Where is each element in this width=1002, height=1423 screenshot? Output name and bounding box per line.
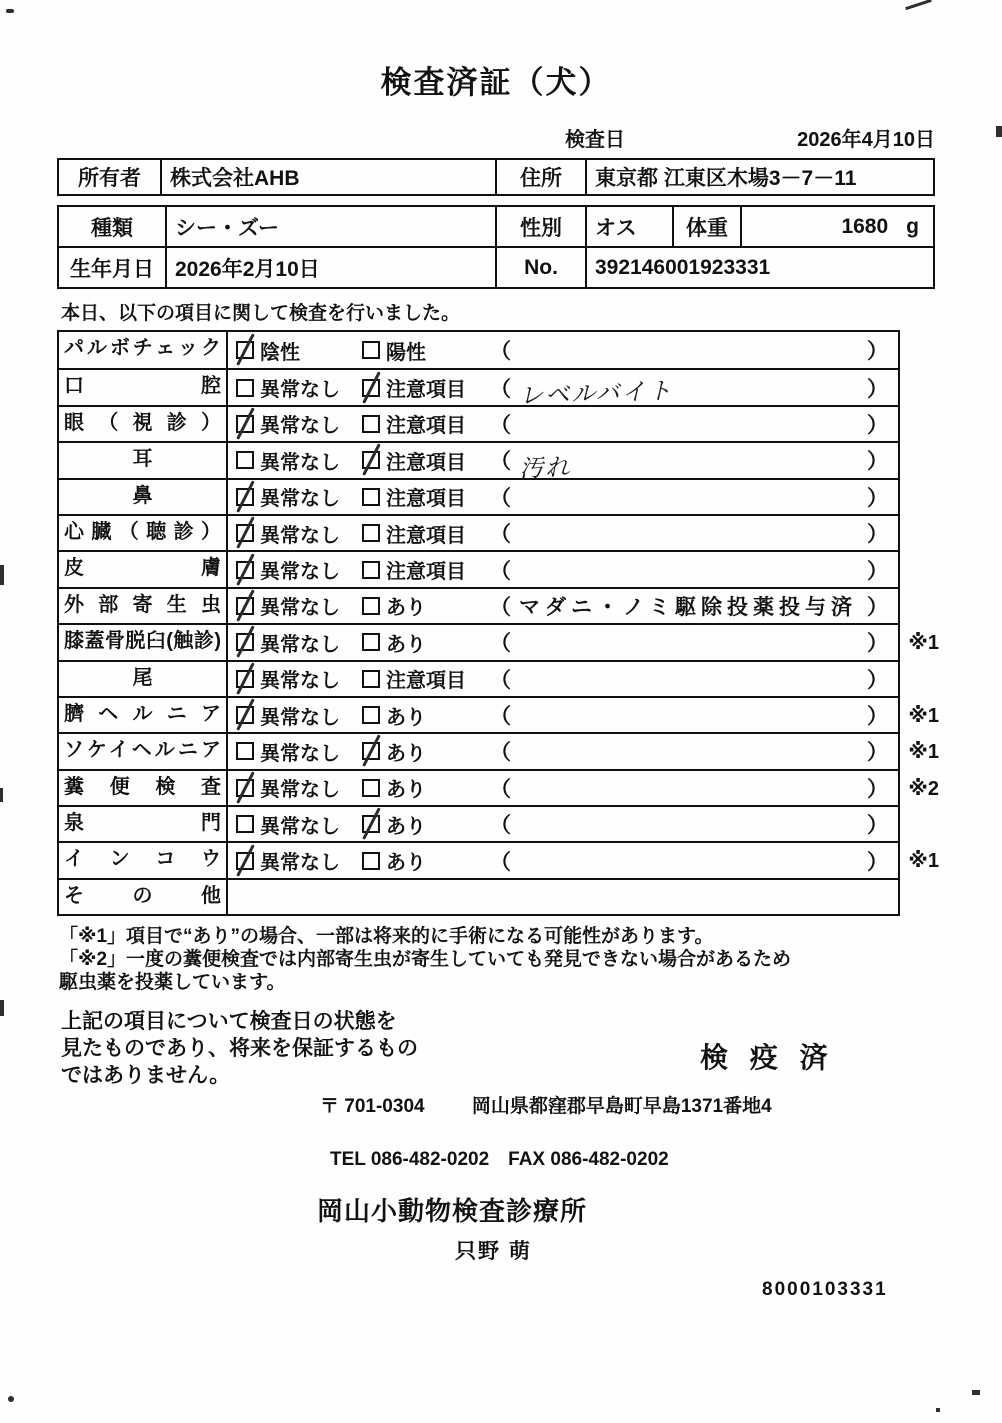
checklist-row: [59, 441, 898, 483]
checked-checkbox[interactable]: [236, 488, 254, 506]
disclaimer-line-3: ではありません。: [61, 1064, 231, 1088]
checkbox-label: 異常なし: [260, 706, 340, 729]
empty-checkbox[interactable]: [362, 341, 380, 359]
checklist-row: [59, 587, 898, 623]
checkbox-label: あり: [386, 597, 426, 620]
scan-artifact: [996, 126, 1002, 137]
note-field: [490, 700, 898, 730]
weight-label: 体重: [673, 206, 741, 247]
open-paren: （: [490, 377, 511, 401]
scan-artifact: [8, 1396, 14, 1402]
checkbox-option[interactable]: [228, 773, 360, 802]
empty-checkbox[interactable]: [236, 742, 254, 760]
close-paren: ）: [867, 668, 888, 692]
close-paren: ）: [867, 413, 888, 437]
checkbox-label: 異常なし: [260, 670, 340, 693]
row-body: [228, 589, 898, 623]
checkbox-option[interactable]: [360, 846, 490, 875]
checkbox-label: 異常なし: [260, 379, 340, 402]
checked-checkbox[interactable]: [236, 779, 254, 797]
checkbox-label: 異常なし: [260, 815, 340, 838]
birth-label: 生年月日: [58, 247, 166, 288]
checked-checkbox[interactable]: [236, 852, 254, 870]
close-paren: ）: [867, 450, 888, 474]
scan-artifact: [6, 9, 14, 13]
empty-checkbox[interactable]: [362, 779, 380, 797]
checkbox-label: あり: [386, 742, 426, 765]
address-label: 住所: [496, 159, 586, 195]
checked-checkbox[interactable]: [362, 379, 380, 397]
checked-checkbox[interactable]: [236, 633, 254, 651]
row-body: [228, 407, 898, 441]
close-paren: ）: [867, 595, 888, 619]
checkbox-label: 異常なし: [260, 561, 340, 584]
handwritten-note: レベルバイト: [518, 377, 674, 411]
owner-row: [58, 159, 934, 195]
checkbox-option[interactable]: [360, 409, 490, 438]
scan-artifact: [972, 1390, 980, 1395]
open-paren: （: [490, 705, 511, 729]
checked-checkbox[interactable]: [236, 524, 254, 542]
empty-checkbox[interactable]: [362, 706, 380, 724]
row-body: [228, 843, 898, 877]
serial-number: 8000103331: [762, 1279, 888, 1301]
close-paren: ）: [867, 814, 888, 838]
checkbox-label: 異常なし: [260, 597, 340, 620]
note-field: [490, 809, 898, 839]
row-body: [228, 880, 898, 914]
close-paren: ）: [867, 340, 888, 364]
checklist-row: [59, 878, 898, 914]
birth-row: [58, 247, 934, 288]
checklist-row: [59, 514, 898, 550]
checkbox-option[interactable]: [228, 336, 360, 365]
tel-fax-line: TEL 086-482-0202 FAX 086-482-0202: [330, 1149, 669, 1171]
empty-checkbox[interactable]: [362, 852, 380, 870]
item-label: 口腔: [59, 370, 228, 404]
checked-checkbox[interactable]: [362, 815, 380, 833]
checkbox-option[interactable]: [360, 591, 490, 620]
address-value: 東京都 江東区木場3－7－11: [586, 159, 934, 195]
checkbox-option[interactable]: [228, 737, 360, 766]
row-body: [228, 662, 898, 696]
empty-checkbox[interactable]: [236, 815, 254, 833]
open-paren: （: [490, 632, 511, 656]
item-label: ソケイヘルニア: [59, 734, 228, 768]
closing-section: [57, 1008, 935, 1089]
checkbox-label: 異常なし: [260, 488, 340, 511]
open-paren: （: [490, 413, 511, 437]
row-body: [228, 734, 898, 768]
empty-checkbox[interactable]: [362, 633, 380, 651]
checkbox-label: あり: [386, 706, 426, 729]
checkbox-option[interactable]: [360, 555, 490, 584]
weight-unit: g: [906, 214, 919, 238]
checkbox-label: 陽性: [386, 341, 426, 364]
checkbox-label: 異常なし: [260, 451, 340, 474]
checkbox-option[interactable]: [228, 846, 360, 875]
scan-artifact: [936, 1408, 940, 1412]
breed-label: 種類: [58, 206, 166, 247]
breed-row: [58, 206, 934, 247]
close-paren: ）: [867, 705, 888, 729]
checkbox-option[interactable]: [360, 446, 490, 475]
inspection-date-label: 検査日: [565, 128, 625, 151]
note-field: [490, 518, 898, 548]
checklist-row: [59, 623, 939, 659]
checked-checkbox[interactable]: [236, 597, 254, 615]
owner-table: [57, 158, 935, 196]
checkbox-option[interactable]: [228, 446, 360, 475]
number-value: 392146001923331: [586, 247, 934, 288]
footnote-mark: ※1: [908, 741, 939, 764]
close-paren: ）: [867, 850, 888, 874]
checkbox-option[interactable]: [360, 664, 490, 693]
checkbox-option[interactable]: [228, 701, 360, 730]
checkbox-label: あり: [386, 852, 426, 875]
checklist-row: [59, 550, 898, 586]
open-paren: （: [490, 450, 511, 474]
empty-checkbox[interactable]: [362, 561, 380, 579]
postal-address-line: [320, 1091, 935, 1118]
close-paren: ）: [867, 559, 888, 583]
checkbox-option[interactable]: [360, 628, 490, 657]
checkbox-label: 注意項目: [386, 524, 466, 547]
item-label: 心臓（聴診）: [59, 516, 228, 550]
checklist-row: [59, 696, 939, 732]
checkbox-label: あり: [386, 779, 426, 802]
checkbox-label: 異常なし: [260, 524, 340, 547]
open-paren: （: [490, 741, 511, 765]
checkbox-option[interactable]: [360, 810, 490, 839]
checkbox-label: あり: [386, 633, 426, 656]
empty-checkbox[interactable]: [362, 670, 380, 688]
note-field: [490, 370, 898, 411]
intro-text: 本日、以下の項目に関して検査を行いました。: [61, 303, 461, 324]
empty-checkbox[interactable]: [236, 379, 254, 397]
checkbox-label: 異常なし: [260, 852, 340, 875]
empty-checkbox[interactable]: [362, 524, 380, 542]
footnote-mark: ※2: [908, 777, 939, 800]
close-paren: ）: [867, 777, 888, 801]
checked-checkbox[interactable]: [236, 670, 254, 688]
item-label: 外部寄生虫: [59, 589, 228, 623]
checklist-row: [59, 841, 939, 877]
birth-value: 2026年2月10日: [166, 247, 496, 288]
open-paren: （: [490, 668, 511, 692]
checklist-row: [59, 405, 898, 441]
row-body: [228, 625, 898, 659]
open-paren: （: [490, 814, 511, 838]
empty-checkbox[interactable]: [362, 597, 380, 615]
empty-checkbox[interactable]: [362, 415, 380, 433]
item-label: 尾: [59, 662, 228, 696]
item-label: 膝蓋骨脱臼(触診): [59, 625, 228, 659]
checkbox-option[interactable]: [228, 555, 360, 584]
number-label: No.: [496, 247, 586, 288]
clinic-name: 岡山小動物検査診療所: [317, 1196, 588, 1227]
note-text: マダニ・ノミ駆除投薬投与済: [519, 595, 857, 619]
note-field: [490, 443, 898, 483]
weight-value: 1680: [841, 214, 889, 238]
checkbox-option[interactable]: [228, 519, 360, 548]
checkbox-label: 陰性: [260, 341, 300, 364]
disclaimer-line-1: 上記の項目について検査日の状態を: [61, 1010, 397, 1034]
checkbox-option[interactable]: [360, 373, 490, 402]
checkbox-label: 注意項目: [386, 561, 466, 584]
open-paren: （: [490, 559, 511, 583]
postal-code: 〒 701-0304: [320, 1096, 425, 1118]
sex-label: 性別: [496, 206, 586, 247]
page-title: 検査済証（犬）: [380, 65, 612, 100]
veterinarian-name: 只野 萌: [455, 1240, 532, 1264]
item-label: 糞便検査: [59, 771, 228, 805]
item-label: パルボチェック: [59, 332, 228, 368]
checkbox-label: 注意項目: [386, 415, 466, 438]
checkbox-label: 異常なし: [260, 779, 340, 802]
checked-checkbox[interactable]: [236, 706, 254, 724]
open-paren: （: [490, 850, 511, 874]
row-body: [228, 771, 898, 805]
row-body: [228, 516, 898, 550]
row-body: [228, 807, 898, 841]
breed-value: シー・ズー: [166, 206, 496, 247]
close-paren: ）: [867, 486, 888, 510]
close-paren: ）: [867, 741, 888, 765]
close-paren: ）: [867, 632, 888, 656]
checklist-row: [59, 732, 939, 768]
checkbox-option[interactable]: [360, 336, 490, 365]
checked-checkbox[interactable]: [236, 341, 254, 359]
note-field: [490, 736, 898, 766]
checkbox-option[interactable]: [360, 482, 490, 511]
disclaimer-line-2: 見たものであり、将来を保証するもの: [61, 1037, 418, 1061]
checked-checkbox[interactable]: [362, 451, 380, 469]
row-body: [228, 480, 898, 514]
footnote-2-cont: 駆虫薬を投薬しています。: [59, 972, 286, 994]
clinic-address: 岡山県都窪郡早島町早島1371番地4: [471, 1096, 772, 1118]
quarantine-stamp: 検 疫 済: [700, 1042, 835, 1074]
checkbox-option[interactable]: [228, 810, 360, 839]
empty-checkbox[interactable]: [236, 451, 254, 469]
item-label: 皮膚: [59, 552, 228, 586]
row-body: [228, 370, 898, 411]
close-paren: ）: [867, 523, 888, 547]
open-paren: （: [490, 340, 511, 364]
sex-value: オス: [586, 206, 673, 247]
handwritten-note: 汚れ: [518, 453, 572, 483]
checklist-row: [59, 805, 898, 841]
pet-info-table: [57, 205, 935, 289]
checkbox-option[interactable]: [360, 737, 490, 766]
checkbox-option[interactable]: [228, 664, 360, 693]
checkbox-option[interactable]: [228, 591, 360, 620]
note-field: [490, 409, 898, 439]
footnote-mark: ※1: [908, 850, 939, 873]
item-label: 鼻: [59, 480, 228, 514]
note-field: [490, 664, 898, 694]
note-field: [490, 846, 898, 876]
scan-artifact: [905, 0, 932, 10]
item-label: インコウ: [59, 843, 228, 877]
row-body: [228, 332, 898, 368]
checkbox-option[interactable]: [228, 628, 360, 657]
checklist-table: [57, 330, 939, 916]
row-body: [228, 443, 898, 483]
checked-checkbox[interactable]: [236, 415, 254, 433]
checked-checkbox[interactable]: [236, 561, 254, 579]
scan-artifact: [0, 565, 4, 585]
item-label: 耳: [59, 443, 228, 477]
open-paren: （: [490, 595, 511, 619]
checklist-row: [59, 368, 898, 411]
checkbox-label: 異常なし: [260, 633, 340, 656]
item-label: その他: [59, 880, 228, 914]
footnotes: [57, 925, 935, 994]
row-body: [228, 698, 898, 732]
item-label: 眼（視診）: [59, 407, 228, 441]
footnote-2: 「※2」一度の糞便検査では内部寄生虫が寄生していても発見できない場合があるため: [59, 949, 792, 971]
open-paren: （: [490, 777, 511, 801]
checkbox-option[interactable]: [360, 773, 490, 802]
checklist-row: [59, 660, 898, 696]
item-label: 泉門: [59, 807, 228, 841]
checklist-row: [59, 478, 898, 514]
weight-value-cell: [741, 206, 934, 247]
checklist-row: [59, 769, 939, 805]
note-field: [490, 773, 898, 803]
checkbox-label: 異常なし: [260, 415, 340, 438]
footnote-1: 「※1」項目で“あり”の場合、一部は将来的に手術になる可能性があります。: [59, 926, 714, 948]
owner-value: 株式会社AHB: [161, 159, 496, 195]
checkbox-label: 注意項目: [386, 379, 466, 402]
item-label: 臍ヘルニア: [59, 698, 228, 732]
footnote-mark: ※1: [908, 632, 939, 655]
checkbox-option[interactable]: [228, 482, 360, 511]
checkbox-label: 注意項目: [386, 451, 466, 474]
note-field: [490, 335, 898, 365]
owner-label: 所有者: [58, 159, 161, 195]
checkbox-option[interactable]: [360, 519, 490, 548]
note-field: [490, 627, 898, 657]
note-field: [490, 482, 898, 512]
open-paren: （: [490, 523, 511, 547]
checkbox-option[interactable]: [360, 701, 490, 730]
checkbox-option[interactable]: [228, 409, 360, 438]
inspection-date-value: 2026年4月10日: [797, 128, 935, 151]
open-paren: （: [490, 486, 511, 510]
checkbox-option[interactable]: [228, 373, 360, 402]
checklist-row: [59, 332, 898, 368]
note-field: [490, 555, 898, 585]
scan-artifact: [0, 788, 3, 802]
close-paren: ）: [867, 377, 888, 401]
checkbox-label: 注意項目: [386, 488, 466, 511]
scan-artifact: [0, 1000, 4, 1016]
checkbox-label: あり: [386, 815, 426, 838]
checked-checkbox[interactable]: [362, 742, 380, 760]
footnote-mark: ※1: [908, 704, 939, 727]
note-field: [490, 591, 898, 621]
checkbox-label: 異常なし: [260, 742, 340, 765]
checkbox-label: 注意項目: [386, 670, 466, 693]
row-body: [228, 552, 898, 586]
empty-checkbox[interactable]: [362, 488, 380, 506]
inspection-date-row: [57, 124, 935, 150]
